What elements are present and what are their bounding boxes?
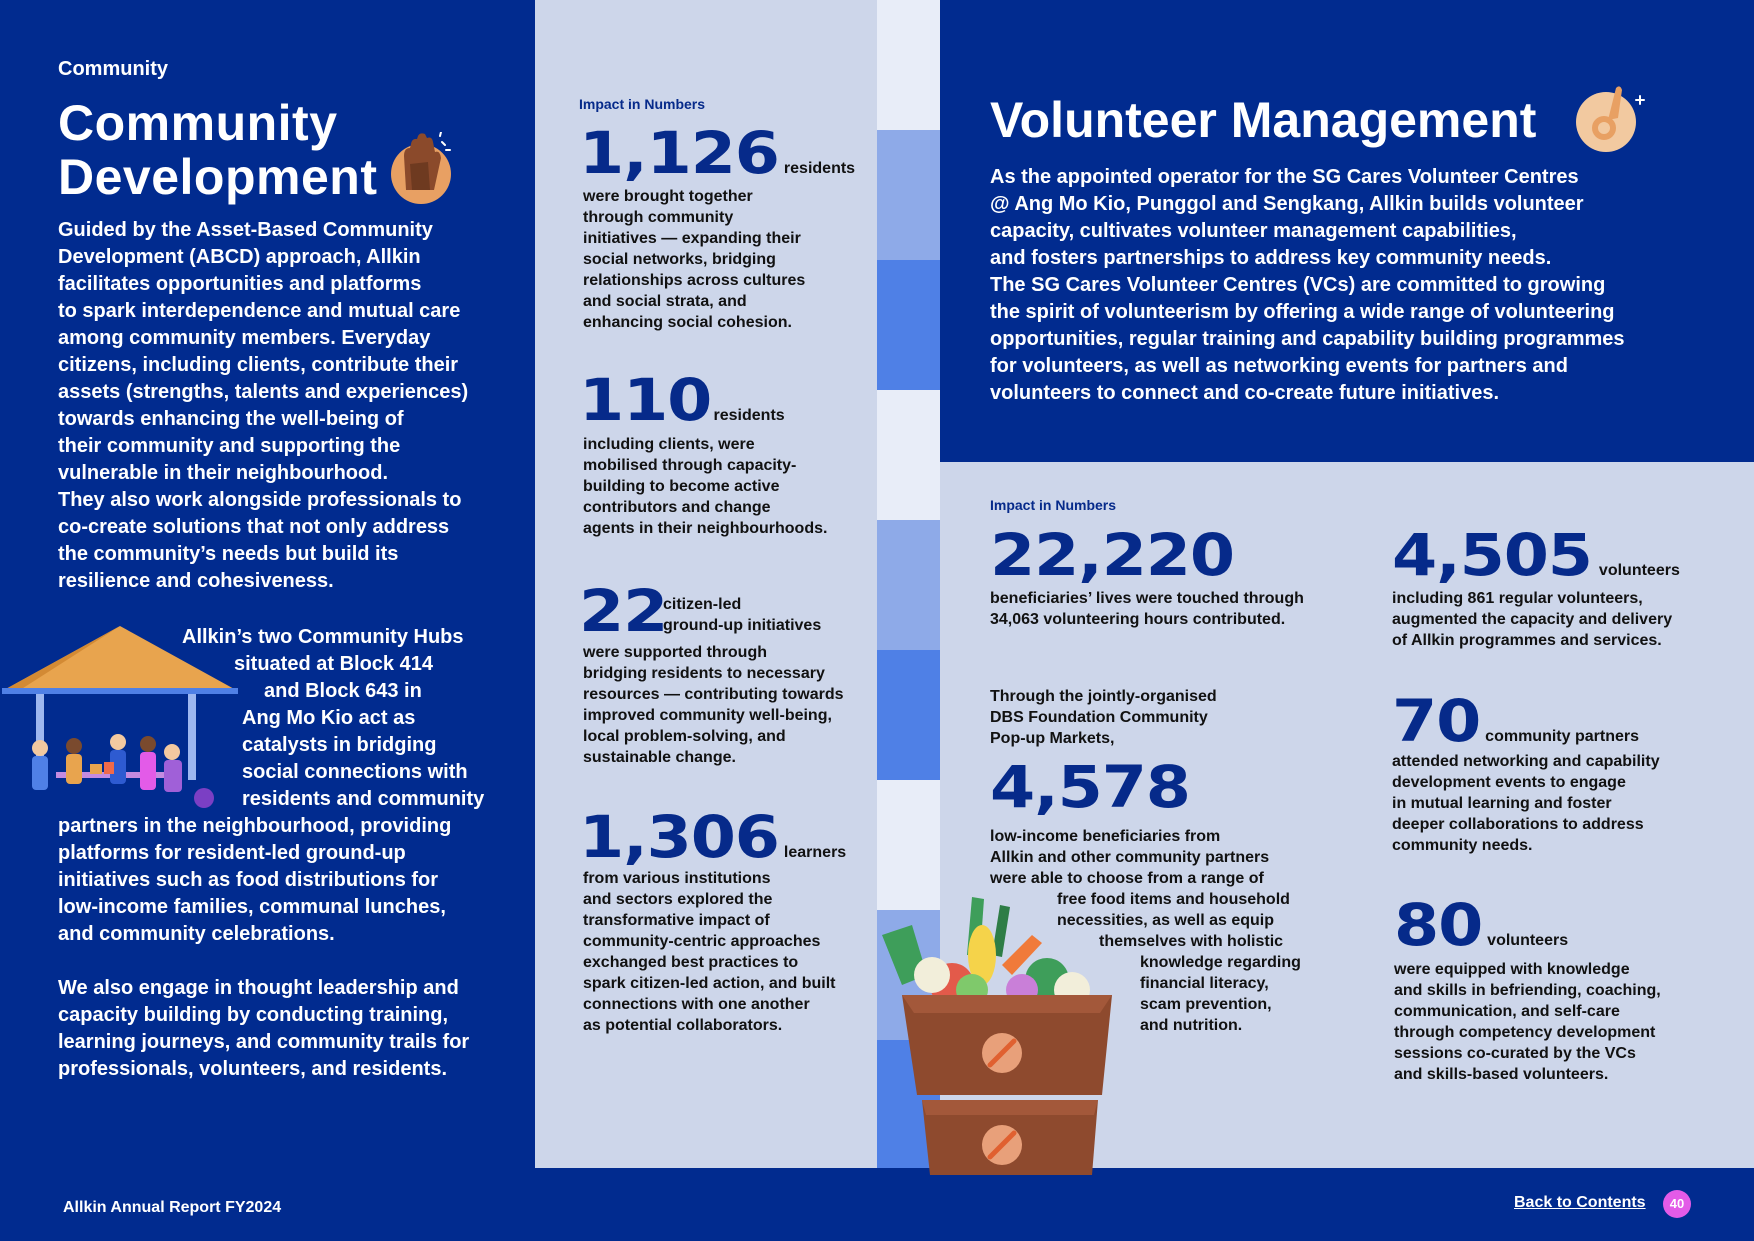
stat-number: 110 <box>579 366 712 434</box>
popup-markets-intro: Through the jointly-organised DBS Foundation Community Pop-up Markets, <box>990 688 1217 747</box>
hubs-line-5: catalysts in bridging <box>242 734 437 756</box>
section-kicker: Community <box>58 58 168 80</box>
stat-body: including clients, were mobilised through capacity- building to become active contributors and change agents in their neighbourhoods. <box>583 436 828 537</box>
hubs-line-4: Ang Mo Kio act as <box>242 707 416 729</box>
popup-body-line-3: were able to choose from a range of <box>990 870 1264 887</box>
stat-body: beneficiaries’ lives were touched through 34,063 volunteering hours contributed. <box>990 590 1304 628</box>
stat-unit: citizen-led ground-up initiatives <box>663 596 822 634</box>
stripe-block <box>877 520 940 650</box>
stat-residents-mobilised <box>579 366 879 434</box>
stat-body: attended networking and capability development events to engage in mutual learning and foster deeper collaborations to address community needs. <box>1392 753 1660 854</box>
stat-unit: residents <box>713 407 785 424</box>
hubs-line-2: situated at Block 414 <box>234 653 433 675</box>
stripe-block <box>877 650 940 780</box>
stat-number: 22,220 <box>990 521 1234 589</box>
hubs-line-3: and Block 643 in <box>264 680 422 702</box>
report-name: Allkin Annual Report FY2024 <box>63 1199 282 1216</box>
stripe-block <box>877 0 940 130</box>
hubs-line-6: social connections with <box>242 761 468 783</box>
popup-body-line-9: scam prevention, <box>1140 996 1272 1013</box>
stat-number: 1,306 <box>579 803 779 871</box>
stripe-block <box>877 390 940 520</box>
raised-hand-icon <box>384 132 454 206</box>
stat-unit: volunteers <box>1598 562 1680 579</box>
stat-number: 22 <box>579 577 668 645</box>
popup-body-line-4: free food items and household <box>1057 891 1290 908</box>
stat-unit: community partners <box>1485 728 1639 745</box>
hubs-line-7: residents and community <box>242 788 485 810</box>
stat-learners <box>579 803 879 871</box>
stat-number: 70 <box>1392 687 1481 755</box>
stat-body: from various institutions and sectors explored the transformative impact of community-centric approaches exchanged best practices to spark citizen-led action, and built connections with one another as potential collaborators. <box>583 870 836 1034</box>
volunteer-management-intro: As the appointed operator for the SG Cares Volunteer Centres @ Ang Mo Kio, Punggol and Sengkang, Allkin builds volunteer capacity, cultivates volunteer management capabilities, and fosters partnerships to address key community needs. The SG Cares Volunteer Centres (VCs) are committed to growing the spirit of volunteerism by offering a wide range of volunteering opportunities, regular training and capability building programmes for volunteers, as well as networking events for partners and volunteers to connect and co-create future initiatives. <box>990 166 1625 404</box>
stat-volunteers <box>1392 521 1680 589</box>
back-to-contents-link[interactable]: Back to Contents <box>1514 1194 1646 1211</box>
stat-initiatives <box>579 577 668 645</box>
stat-unit: learners <box>783 844 847 861</box>
stat-body: were supported through bridging residents to necessary resources — contributing towards improved community well-being, local problem-solving, and sustainable change. <box>583 644 844 766</box>
stat-body: were brought together through community initiatives — expanding their social networks, bridging relationships across cultures and social strata, and enhancing social cohesion. <box>583 188 806 331</box>
hubs-line-1: Allkin’s two Community Hubs <box>182 626 464 648</box>
stat-number: 4,505 <box>1392 521 1592 589</box>
hubs-description-rest: partners in the neighbourhood, providing platforms for resident-led ground-up initiatives such as food distributions for low-income families, communal lunches, and community celebrations. <box>58 815 452 945</box>
popup-body-line-6: themselves with holistic <box>1099 933 1284 950</box>
page-number-badge: 40 <box>1663 1190 1691 1218</box>
middle-impact-label: Impact in Numbers <box>579 96 706 112</box>
popup-body-line-2: Allkin and other community partners <box>990 849 1270 866</box>
thought-leadership-text: We also engage in thought leadership and capacity building by conducting training, learning journeys, and community trails for professionals, volunteers, and residents. <box>58 977 470 1080</box>
community-development-intro: Guided by the Asset-Based Community Development (ABCD) approach, Allkin facilitates opportunities and platforms to spark interdependence and mutual care among community members. Everyday citizens, including clients, contribute their assets (strengths, talents and experiences) towards enhancing the well-being of their community and supporting the vulnerable in their neighbourhood. They also work alongside professionals to co-create solutions that not only address the community’s needs but build its resilience and cohesiveness. <box>58 219 469 592</box>
stat-body: were equipped with knowledge and skills in befriending, coaching, communication, and self-care through competency development sessions co-curated by the VCs and skills-based volunteers. <box>1394 961 1661 1083</box>
right-impact-label: Impact in Numbers <box>990 497 1117 513</box>
stat-unit: residents <box>783 160 856 177</box>
stat-body: including 861 regular volunteers, augmented the capacity and delivery of Allkin programmes and services. <box>1392 590 1673 649</box>
stat-popup-beneficiaries <box>990 753 1190 821</box>
popup-body-line-5: necessities, as well as equip <box>1057 912 1274 929</box>
volunteer-management-title: Volunteer Management <box>990 92 1537 148</box>
stat-community-partners <box>1392 687 1639 755</box>
stripe-block <box>877 780 940 910</box>
popup-body-line-10: and nutrition. <box>1140 1017 1243 1034</box>
stripe-block <box>877 260 940 390</box>
ok-hand-icon <box>1572 84 1648 154</box>
stat-beneficiaries <box>990 521 1234 589</box>
stat-volunteers-equipped <box>1394 891 1569 959</box>
stat-number: 4,578 <box>990 753 1190 821</box>
stat-unit: volunteers <box>1487 932 1569 949</box>
stat-number: 1,126 <box>579 119 779 187</box>
stripe-block <box>877 130 940 260</box>
popup-body-line-8: financial literacy, <box>1140 975 1269 992</box>
food-box-illustration <box>872 895 1142 1180</box>
popup-body-line-1: low-income beneficiaries from <box>990 828 1221 845</box>
stat-residents-brought-together <box>579 119 879 187</box>
community-development-title: Community Development <box>58 95 378 205</box>
popup-body-line-7: knowledge regarding <box>1140 954 1301 971</box>
stat-number: 80 <box>1394 891 1483 959</box>
